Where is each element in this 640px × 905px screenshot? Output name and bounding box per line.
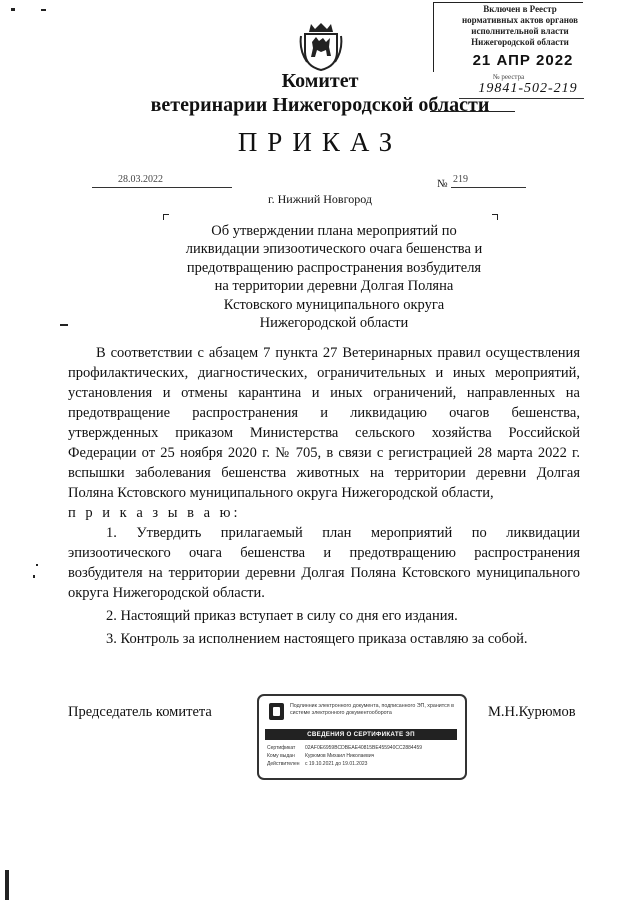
stamp-line: нормативных актов органов — [461, 15, 579, 25]
title-line: Нижегородской области — [259, 315, 409, 332]
esig-cert-value: 02AF0E6959BCDBEAE40815BE455940CC2884459 — [305, 745, 423, 751]
scan-speck — [36, 564, 38, 566]
signatory-name: М.Н.Курюмов — [488, 704, 576, 720]
city: г. Нижний Новгород — [268, 192, 372, 206]
signature-logo-icon — [269, 703, 284, 720]
stamp-regnum-label: № реестра — [493, 73, 525, 81]
preamble-paragraph: В соответствии с абзацем 7 пункта 27 Ветеринарных правил осуществления профилактических, диагностических, ограничительных и иных мероприятий, установления и отмены карантина и иных ограничений, направленных на предотвращение распространения и ликвидацию очагов бешенства, утвержденных приказом Министерства сельского хозяйства Российской Федерации от 25 ноября 2020 г. № 705, в связи с регистрацией 28 марта 2022 г. вспышки заболевания бешенства животных на территории деревни Долгая Поляна Кстовского муниципального округа Нижегородской области, — [68, 345, 580, 501]
stamp-frame — [433, 2, 435, 72]
document-number: 219 — [453, 174, 468, 185]
scan-speck — [41, 9, 46, 11]
scan-speck — [11, 8, 15, 11]
esig-owner-row — [267, 753, 374, 760]
scan-speck — [33, 575, 35, 578]
esig-cert-label: Сертификат — [267, 745, 296, 751]
org-name-line2: ветеринарии Нижегородской области — [150, 94, 490, 116]
esig-owner-value: Курюмов Михаил Николаевич — [305, 753, 375, 759]
order-item: 3. Контроль за исполнением настоящего приказа оставляю за собой. — [106, 631, 528, 647]
document-type: ПРИКАЗ — [237, 127, 403, 157]
document-body — [68, 343, 580, 649]
title-line: на территории деревни Долгая Поляна — [214, 278, 454, 295]
esig-owner-label: Кому выдан — [267, 753, 295, 759]
scan-speck — [5, 870, 9, 900]
coat-of-arms-icon — [299, 20, 343, 72]
title-bracket-left — [163, 214, 169, 220]
document-date: 28.03.2022 — [118, 174, 163, 185]
stamp-line: исполнительной власти — [471, 26, 569, 36]
title-line: Кстовского муниципального округа — [223, 296, 445, 313]
org-name-line1: Комитет — [281, 70, 359, 92]
number-label: № — [437, 178, 448, 190]
title-line: предотвращению распространения возбудителя — [186, 259, 482, 276]
order-item: 1. Утвердить прилагаемый план мероприятий по ликвидации эпизоотического очага бешенства и предотвращению распространения возбудителя на территории деревни Долгая Поляна Кстовского муниципального округа Нижегородской области. — [68, 525, 580, 601]
stamp-frame — [433, 2, 583, 3]
title-bracket-right — [492, 214, 498, 220]
order-word: п р и к а з ы в а ю: — [68, 505, 241, 521]
esig-note: Подлинник электронного документа, подписанного ЭП, хранится в системе электронного документооборота — [290, 703, 454, 716]
stamp-line: Включен в Реестр — [483, 4, 557, 14]
number-underline — [451, 187, 526, 188]
esig-cert-row — [267, 745, 422, 752]
title-line: Об утверждении плана мероприятий по — [211, 223, 457, 239]
esig-valid-row — [267, 761, 367, 768]
date-underline — [92, 187, 232, 188]
esig-header: СВЕДЕНИЯ О СЕРТИФИКАТЕ ЭП — [265, 729, 457, 740]
stamp-strike-line — [430, 111, 515, 112]
stamp-line: Нижегородской области — [471, 37, 569, 47]
order-item: 2. Настоящий приказ вступает в силу со дня его издания. — [106, 608, 458, 624]
document-title — [150, 222, 518, 332]
signatory-role: Председатель комитета — [68, 704, 212, 720]
stamp-date: 21 АПР 2022 — [472, 52, 574, 69]
scan-speck — [60, 324, 68, 326]
esig-valid-value: с 19.10.2021 до 19.01.2023 — [305, 761, 368, 767]
electronic-signature-block — [257, 694, 467, 780]
stamp-regnum: 19841-502-219 — [478, 81, 578, 96]
esig-valid-label: Действителен — [267, 761, 300, 767]
title-line: ликвидации эпизоотического очага бешенства и — [185, 241, 483, 258]
